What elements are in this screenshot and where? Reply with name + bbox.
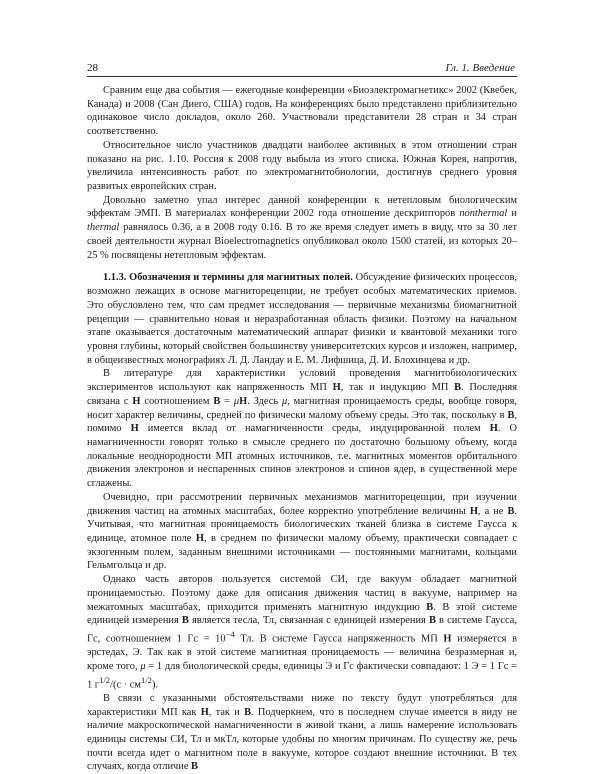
paragraph-nonthermal: Довольно заметно упал интерес данной конференции к нетепловым биологическим эффектам ЭМП. В материалах конференции 2002 года отношение дескрипторов nonthermal и thermal равнялось 0.36, а в 2008 году 0.16. В то же время следует иметь в виду, что за 30 лет своей деятельности журнал Bioelectromagnetics опубликовал около 1500 статей, из которых 20–25 % посвящены нетепловым эффектам. (87, 194, 517, 261)
paragraph-countries: Относительное число участников двадцати наиболее активных в этом отношении стран показано на рис. 1.10. Россия к 2008 году выбыла из этого списка. Южная Корея, напротив, увеличила интенсивность работ по электромагнитобиологии, достигнув среднего уровня развитых европейских стран. (87, 139, 517, 193)
paragraph-conferences: Сравним еще два события — ежегодные конференции «Биоэлектромагнетикс» 2002 (Квебек, Канада) и 2008 (Сан Диего, США) годов. На конференциях было представлено приблизительно одинаковое число докладов, около 260. Участвовали представители 28 стран и 34 стран соответственно. (87, 85, 517, 138)
section-heading: 1.1.3. Обозначения и термины для магнитных полей. (103, 272, 353, 284)
paragraph-si-units: Однако часть авторов пользуется системой СИ, где вакуум обладает магнитной проницаемостью. Поэтому даже для описания движения частиц в вакууме, например на межатомных масштабах, приходится применять магнитную индукцию B. В этой системе единицей измерения B является тесла, Тл, связанная с единицей измерения B в системе Гаусса, Гс, соотношением 1 Гс = $10^{-4}$ Тл. В системе Гаусса напряженность МП H измеряется в эрстедах, Э. Так как в этой системе магнитная проницаемость — величина безразмерная и, кроме того, μ = 1 для биологической среды, единицы Э и Гс фактически совпадают: 1 Э = 1 Гс = 1 $г^{1/2}/(с \cdot см^{1/2})$. (87, 574, 518, 691)
paragraph-usage-note: В связи с указанными обстоятельствами ниже по тексту будут употребляться для характеристики МП как H, так и B. Подчеркнем, что в последнем случае имеется в виду не наличие макроскопической намагниченности в живой ткани, а лишь намерение использовать единицы системы СИ, Тл и мкТл, которые удобны по многим причинам. По существу же, речь почти всегда идет о магнитном поле в вакууме, которое создают внешние источники. В тех случаях, когда отличие B (87, 692, 518, 773)
header-rule (87, 76, 517, 77)
paragraph-section-1-1-3: 1.1.3. Обозначения и термины для магнитных полей. Обсуждение физических процессов, возможно лежащих в основе магниторецепции, не требует особых математических приемов. Это обусловлено тем, что сам предмет исследования — первичные механизмы биомагнитной рецепции — сравнительно новая и неразработанная область физики. Поэтому на начальном этапе оказывается достаточным математический аппарат физики и квантовой механики того уровня глубины, который свойствен большинству университетских курсов и изложен, например, в общеизвестных монографиях Л. Д. Ландау и Е. М. Лифшица, Д. И. Блохинцева и др. (87, 272, 517, 366)
running-head: Гл. 1. Введение (445, 62, 515, 74)
page-body (87, 84, 517, 774)
paragraph-field-quantities: В литературе для характеристики условий проведения магнитобиологических экспериментов используют как напряженность МП H, так и индукцию МП B. Последняя связана с H соотношением B = μH. Здесь μ, магнитная проницаемость среды, вообще говоря, носит характер величины, средней по физически малому объему среды. Это так, поскольку в B, помимо H имеется вклад от намагниченности среды, индуцированной полем H. О намагниченности говорят только в смысле среднего по достаточно большому объему, когда локальные неоднородности МП атомных источников, т.е. магнитных моментов орбитального движения электронов и неспаренных спинов электронов и спинов ядер, в существенной мере сглажены. (87, 368, 518, 490)
page-number: 28 (87, 62, 98, 74)
page-header (87, 61, 517, 75)
paragraph-atomic-scale: Очевидно, при рассмотрении первичных механизмов магниторецепции, при изучении движения частиц на атомных масштабах, более корректно употребление величины H, а не B. Учитывая, что магнитная проницаемость биологических тканей близка в системе Гаусса к единице, атомное поле H, в среднем по физически малому объему, практически совпадает с экзогенным полем, заданным внешними источниками — постоянными магнитами, кольцами Гельмгольца и др. (87, 491, 517, 572)
